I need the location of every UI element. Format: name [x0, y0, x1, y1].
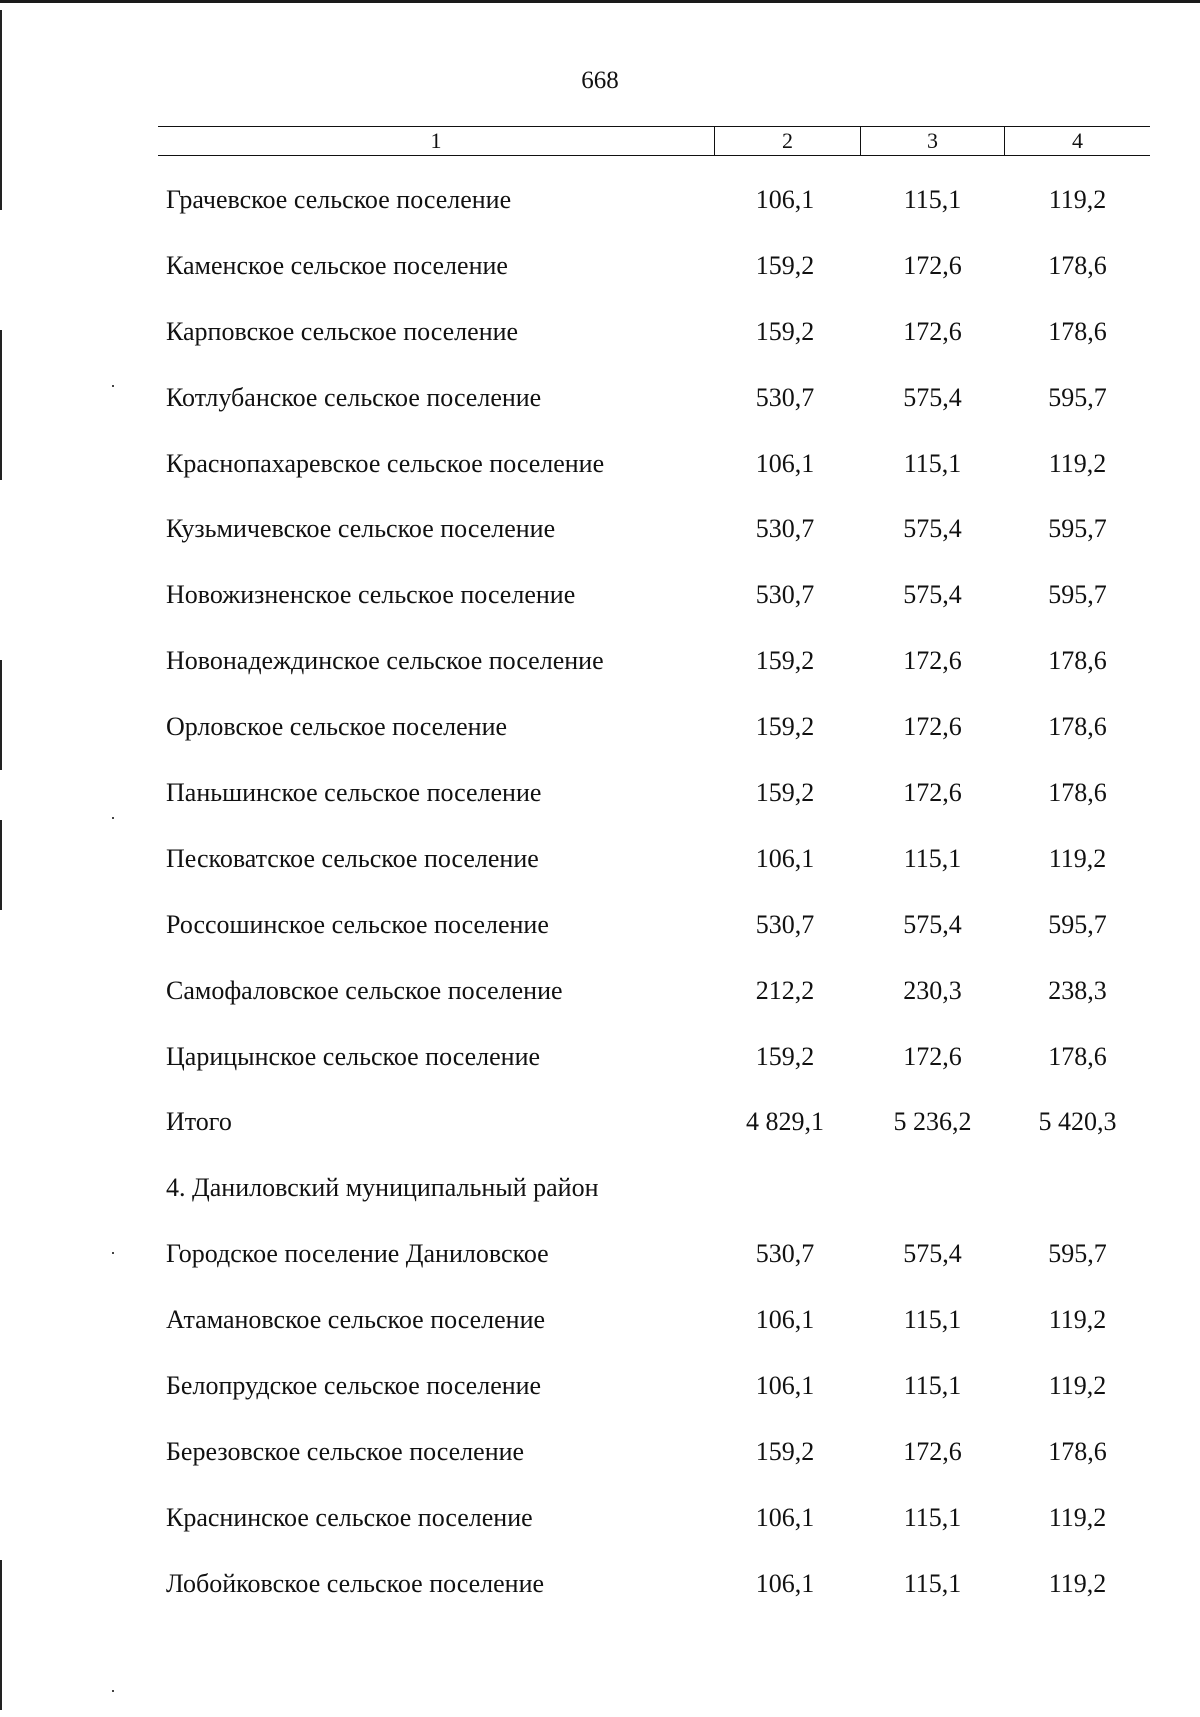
row-name: Россошинское сельское поселение [166, 909, 549, 939]
row-value-col3: 115,1 [903, 1568, 962, 1598]
row-name: Паньшинское сельское поселение [166, 778, 542, 808]
row-name: Царицынское сельское поселение [166, 1041, 541, 1071]
row-value-col3: 172,6 [903, 646, 962, 676]
row-value-col4: 238,3 [1048, 975, 1107, 1005]
row-name: Городское поселение Даниловское [166, 1239, 549, 1269]
row-name: Котлубанское сельское поселение [166, 382, 542, 412]
row-value-col3: 172,6 [903, 1436, 962, 1466]
row-name: Итого [166, 1107, 232, 1137]
row-value-col2: 159,2 [755, 250, 815, 280]
row-value-col3: 172,6 [903, 778, 962, 808]
table-row [0, 961, 1200, 1027]
row-name: Кузьмичевское сельское поселение [166, 514, 556, 544]
row-value-col2: 106,1 [755, 1371, 815, 1401]
row-value-col4: 595,7 [1048, 1239, 1107, 1269]
row-value-col4: 178,6 [1048, 646, 1107, 676]
row-value-col3: 575,4 [903, 514, 962, 544]
row-value-col4: 178,6 [1048, 316, 1107, 346]
row-value-col2: 159,2 [755, 1436, 815, 1466]
row-value-col4: 119,2 [1048, 843, 1107, 873]
scan-dot [112, 1690, 114, 1692]
row-name: Новожизненское сельское поселение [166, 580, 576, 610]
row-value-col4: 178,6 [1048, 1041, 1107, 1071]
table-row [0, 697, 1200, 763]
row-name: 4. Даниловский муниципальный район [166, 1173, 599, 1203]
row-name: Белопрудское сельское поселение [166, 1371, 542, 1401]
row-name: Каменское сельское поселение [166, 250, 508, 280]
row-value-col4: 595,7 [1048, 382, 1107, 412]
row-value-col4: 178,6 [1048, 712, 1107, 742]
row-name: Новонадеждинское сельское поселение [166, 646, 604, 676]
row-name: Лобойковское сельское поселение [166, 1568, 545, 1598]
table-header [158, 126, 1150, 156]
table-row [0, 829, 1200, 895]
row-name: Орловское сельское поселение [166, 712, 508, 742]
scan-top-border [0, 0, 1200, 3]
row-value-col4: 595,7 [1048, 909, 1107, 939]
row-value-col4: 595,7 [1048, 514, 1107, 544]
row-value-col2: 4 829,1 [746, 1107, 824, 1137]
row-value-col3: 115,1 [903, 185, 962, 214]
table-row [0, 1488, 1200, 1554]
row-value-col3: 115,1 [903, 843, 962, 873]
header-cell-3: 3 [860, 127, 1004, 155]
row-value-col2: 530,7 [755, 909, 815, 939]
table-row [0, 1356, 1200, 1422]
row-value-col2: 106,1 [755, 448, 815, 478]
row-value-col3: 575,4 [903, 909, 962, 939]
row-value-col2: 530,7 [755, 514, 815, 544]
row-value-col2: 159,2 [755, 316, 815, 346]
row-value-col4: 119,2 [1048, 1502, 1107, 1532]
table-row [0, 499, 1200, 565]
row-value-col2: 530,7 [755, 580, 815, 610]
row-value-col4: 119,2 [1048, 1371, 1107, 1401]
table-row [0, 1290, 1200, 1356]
row-value-col4: 119,2 [1048, 448, 1107, 478]
table-row [0, 631, 1200, 697]
row-value-col3: 575,4 [903, 1239, 962, 1269]
table-row [0, 302, 1200, 368]
row-value-col2: 212,2 [755, 975, 815, 1005]
row-value-col2: 159,2 [755, 646, 815, 676]
row-value-col4: 595,7 [1048, 580, 1107, 610]
row-value-col2: 159,2 [755, 712, 815, 742]
row-value-col3: 172,6 [903, 316, 962, 346]
table-row [0, 236, 1200, 302]
table-row [0, 1554, 1200, 1620]
table-row [0, 1224, 1200, 1290]
row-name: Березовское сельское поселение [166, 1436, 525, 1466]
row-value-col3: 115,1 [903, 1305, 962, 1335]
row-value-col2: 106,1 [755, 1502, 815, 1532]
header-cell-1: 1 [430, 128, 442, 153]
table-row [0, 368, 1200, 434]
row-value-col2: 530,7 [755, 382, 815, 412]
row-value-col3: 230,3 [903, 975, 962, 1005]
row-value-col3: 575,4 [903, 580, 962, 610]
row-value-col3: 115,1 [903, 448, 962, 478]
row-value-col2: 106,1 [755, 185, 815, 214]
table-row [0, 1092, 1200, 1158]
row-value-col2: 106,1 [755, 843, 815, 873]
row-value-col3: 172,6 [903, 1041, 962, 1071]
row-name: Самофаловское сельское поселение [166, 975, 563, 1005]
table-row [0, 170, 1200, 236]
row-name: Песковатское сельское поселение [166, 843, 539, 873]
row-value-col2: 159,2 [755, 1041, 815, 1071]
row-name: Грачевское сельское поселение [166, 185, 512, 214]
row-value-col4: 119,2 [1048, 1305, 1107, 1335]
row-name: Карповское сельское поселение [166, 316, 519, 346]
row-value-col3: 5 236,2 [893, 1107, 972, 1137]
row-value-col4: 178,6 [1048, 1436, 1107, 1466]
table-body [0, 170, 1200, 1620]
row-value-col2: 106,1 [755, 1568, 815, 1598]
table-row [0, 434, 1200, 500]
header-cell-4: 4 [1004, 127, 1150, 155]
row-value-col4: 119,2 [1048, 185, 1107, 214]
table-row [0, 1027, 1200, 1093]
row-value-col3: 172,6 [903, 250, 962, 280]
table-row [0, 565, 1200, 631]
row-name: Атамановское сельское поселение [166, 1305, 546, 1335]
table-row [0, 763, 1200, 829]
row-value-col4: 119,2 [1048, 1568, 1107, 1598]
row-value-col3: 115,1 [903, 1371, 962, 1401]
row-value-col3: 115,1 [903, 1502, 962, 1532]
row-name: Краснопахаревское сельское поселение [166, 448, 605, 478]
row-value-col2: 106,1 [755, 1305, 815, 1335]
row-value-col4: 178,6 [1048, 778, 1107, 808]
row-value-col2: 530,7 [755, 1239, 815, 1269]
header-cell-2: 2 [714, 127, 860, 155]
table-row [0, 895, 1200, 961]
row-value-col3: 575,4 [903, 382, 962, 412]
row-value-col2: 159,2 [755, 778, 815, 808]
table-row [0, 1422, 1200, 1488]
row-value-col3: 172,6 [903, 712, 962, 742]
row-name: Краснинское сельское поселение [166, 1502, 533, 1532]
row-value-col4: 5 420,3 [1038, 1107, 1117, 1137]
row-value-col4: 178,6 [1048, 250, 1107, 280]
table-row [0, 1158, 1200, 1224]
page-number: 668 [581, 67, 619, 94]
